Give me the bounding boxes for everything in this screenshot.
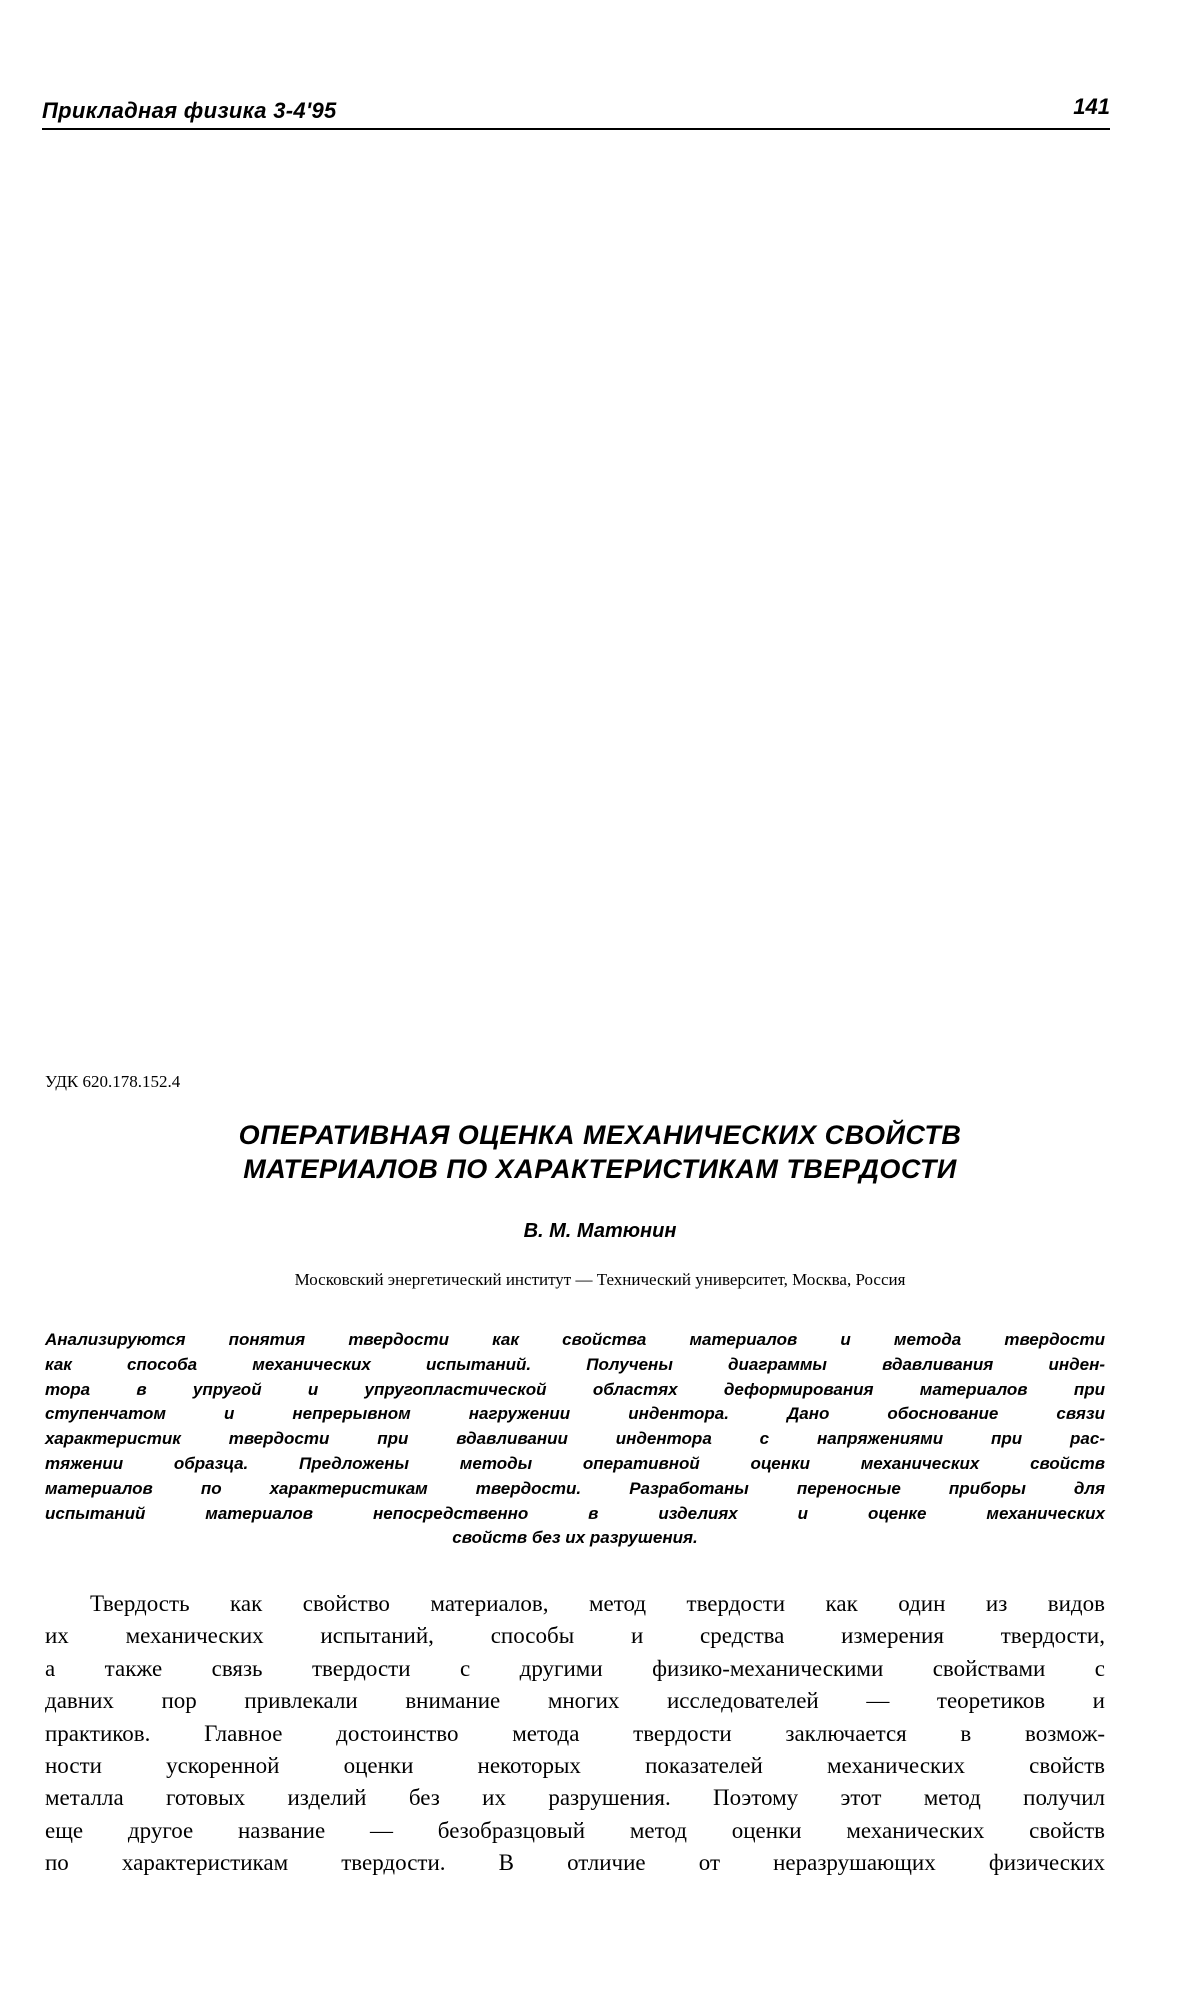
- body-line: металла готовых изделий без их разрушения. Поэтому этот метод получил: [45, 1785, 1105, 1811]
- abstract-line: свойств без их разрушения.: [452, 1528, 698, 1548]
- body-line: а также связь твердости с другими физико-механическими свойствами с: [45, 1655, 1105, 1681]
- abstract-line: материалов по характеристикам твердости. Разработаны переносные приборы для: [45, 1478, 1105, 1498]
- abstract-line: испытаний материалов непосредственно в изделиях и оценке механических: [45, 1503, 1105, 1523]
- body-paragraph: [45, 1588, 1105, 1880]
- abstract: [45, 1328, 1105, 1551]
- article-title-line: МАТЕРИАЛОВ ПО ХАРАКТЕРИСТИКАМ ТВЕРДОСТИ: [243, 1154, 957, 1184]
- abstract-line: тяжении образца. Предложены методы оперативной оценки механических свойств: [45, 1453, 1105, 1473]
- body-line: практиков. Главное достоинство метода твердости заключается в возмож-: [45, 1720, 1105, 1746]
- running-header: [42, 94, 1110, 130]
- abstract-line: Анализируются понятия твердости как свойства материалов и метода твердости: [45, 1330, 1105, 1349]
- body-line: по характеристикам твердости. В отличие от неразрушающих физических: [45, 1850, 1105, 1876]
- body-line: давних пор привлекали внимание многих исследователей — теоретиков и: [45, 1688, 1105, 1714]
- body-line: еще другое название — безобразцовый метод оценки механических свойств: [45, 1817, 1105, 1843]
- journal-title: Прикладная физика 3-4'95: [42, 98, 337, 123]
- abstract-line: характеристик твердости при вдавливании индентора с напряжениями при рас-: [45, 1429, 1105, 1449]
- author-affiliation: Московский энергетический институт — Технический университет, Москва, Россия: [294, 1270, 906, 1289]
- udc-code: УДК 620.178.152.4: [45, 1072, 181, 1091]
- abstract-line: как способа механических испытаний. Получены диаграммы вдавливания инден-: [45, 1354, 1105, 1374]
- abstract-line: ступенчатом и непрерывном нагружении индентора. Дано обоснование связи: [45, 1404, 1105, 1424]
- abstract-line: тора в упругой и упругопластической областях деформирования материалов при: [45, 1379, 1105, 1399]
- body-line: их механических испытаний, способы и средства измерения твердости,: [45, 1623, 1105, 1649]
- body-line: Твердость как свойство материалов, метод твердости как один из видов: [90, 1591, 1105, 1616]
- article-title: [60, 1118, 1140, 1186]
- body-line: ности ускоренной оценки некоторых показателей механических свойств: [45, 1753, 1105, 1779]
- page-number: 141: [1073, 94, 1110, 119]
- article-title-line: ОПЕРАТИВНАЯ ОЦЕНКА МЕХАНИЧЕСКИХ СВОЙСТВ: [238, 1120, 962, 1150]
- author-name: В. М. Матюнин: [523, 1220, 677, 1242]
